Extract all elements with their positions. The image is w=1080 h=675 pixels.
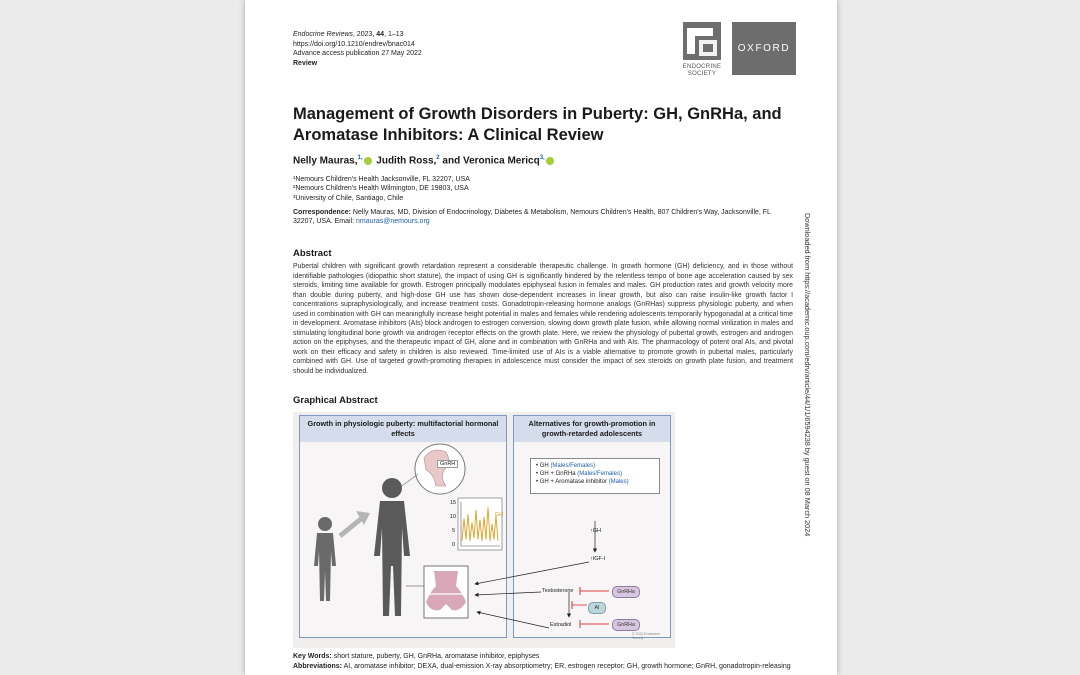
treatment-options	[530, 458, 660, 494]
oxford-logo: OXFORD	[732, 22, 796, 75]
gh-pulse-chart	[458, 498, 502, 550]
orcid-icon[interactable]	[546, 157, 554, 165]
y-tick-label: 0	[452, 542, 456, 548]
affiliation: ³University of Chile, Santiago, Chile	[293, 194, 404, 202]
download-watermark: Downloaded from https://academic.oup.com/edrv/article/44/1/1/6594238 by guest on 08 March 2024	[803, 213, 812, 537]
affiliations	[293, 175, 470, 203]
physiologic-puberty-panel	[299, 415, 507, 638]
journal-metadata: Endocrine Reviews, 2023, 44, 1–13 https://doi.org/10.1210/endrev/bnac014 Advance access publication 27 May 2022 Review	[293, 31, 422, 67]
gh-series-label: GH	[495, 512, 504, 518]
y-tick-label: 5	[452, 528, 456, 534]
abbreviations-text: AI, aromatase inhibitor; DEXA, dual-emission X-ray absorptiometry; ER, estrogen receptor; GH, growth hormone; GnRH, gonadotropin-releasing	[343, 662, 791, 670]
author-name: and Veronica Mericq	[442, 155, 540, 167]
keywords-text: short stature, puberty, GH, GnRHa, aromatase inhibitor, epiphyses	[333, 653, 540, 660]
y-tick-label: 10	[450, 514, 457, 520]
graphical-abstract-figure	[293, 412, 675, 648]
affiliation: ¹Nemours Children's Health Jacksonville, FL 32207, USA	[293, 176, 470, 183]
advance-access-date: Advance access publication 27 May 2022	[293, 50, 422, 58]
keywords-section: Key Words: short stature, puberty, GH, GnRHa, aromatase inhibitor, epiphyses Abbreviations: AI, aromatase inhibitor; DEXA, dual-emission X-ray absorptiometry; ER, estrogen receptor; GH, growth hormone; GnRH, gonadotropin-releasing	[293, 653, 791, 670]
author-name: Nelly Mauras,	[293, 155, 358, 167]
growth-promotion-panel	[513, 415, 671, 638]
article-type: Review	[293, 59, 318, 67]
journal-name: Endocrine Reviews	[293, 31, 353, 38]
abstract-text: Pubertal children with significant growth retardation represent a considerable therapeutic challenge. In growth hormone (GH) deficiency, and in those without identifiable pathologies (idiopathic short stature), the impact of using GH is significantly hindered by the relentless tempo of bone age acceleration caused by sex steroids, limiting time available for growth. Estrogen principally modulates epiphyseal fusion in females and males. GH production rates and growth velocity more than double during puberty, and high-dose GH use has shown dose-dependent increases in linear growth, but also can raise insulin-like growth factor I concentrations supraphysiologically, and increase treatment costs. Gonadotropin-releasing hormone analogs (GnRHas) suppress physiologic puberty, and when used in combination with GH can meaningfully increase height potential in males and females while rendering adolescents temporarily hypogonadal at a critical time in development. Aromatase inhibitors (AIs) block androgen to estrogen conversion, slowing down growth plate fusion, while allowing normal virilization in males and stimulating longitudinal bone growth via androgen receptor effects on the growth plate. Here, we review the physiology of pubertal growth, estrogen and androgen action on the epiphyses, and the therapeutic impact of GH, alone and in combination with GnRHa and with AIs. The pharmacology of potent oral AIs, and pivotal work on their efficacy and safety in children is also reviewed. Time-limited use of AIs is a viable alternative to promote growth in pubertal males, particularly combined with GH. Use of targeted growth-promoting therapies in adolescence must consider the impact of sex steroids on growth plate fusion, and treatment should be individualized.	[293, 263, 793, 376]
gh-increase-label: ↑GH	[590, 528, 601, 534]
estradiol-label: Estradiol	[550, 622, 572, 628]
panel-title: Growth in physiologic puberty: multifactorial hormonal effects	[300, 416, 506, 442]
journal-volume: 44	[376, 31, 385, 38]
treatment-option: • GH + GnRHa (Males/Females)	[536, 471, 622, 477]
graphical-abstract-heading: Graphical Abstract	[293, 395, 378, 406]
article-page	[245, 0, 837, 675]
ai-pill: AI	[588, 602, 606, 614]
correspondence: Correspondence: Nelly Mauras, MD, Division of Endocrinology, Diabetes & Metabolism, Nemours Children's Health, 807 Children's Way, Jacksonville, FL 32207, USA. Email: nmauras@nemours.org	[293, 209, 771, 225]
treatment-option: • GH + Aromatase inhibitor (Males)	[536, 479, 629, 485]
igf1-increase-label: ↑IGF-I	[590, 556, 606, 562]
adult-silhouette	[374, 478, 410, 616]
treatment-option: • GH (Males/Females)	[536, 463, 596, 469]
y-tick-label: 15	[450, 500, 457, 506]
affiliation: ²Nemours Children's Health Wilmington, DE 19803, USA	[293, 185, 469, 193]
doi-link[interactable]: https://doi.org/10.1210/endrev/bnac014	[293, 40, 415, 48]
orcid-icon[interactable]	[364, 157, 372, 165]
figure-copyright: © 2022 Endocrine Society	[632, 632, 661, 640]
author-list: Nelly Mauras,$^{1,}$ Judith Ross,$^2$ and Veronica Mericq$^{3,}$	[293, 155, 556, 166]
abstract-heading: Abstract	[293, 248, 332, 259]
testosterone-label: Testosterone	[542, 588, 574, 594]
child-silhouette	[314, 517, 336, 601]
email-link[interactable]: nmauras@nemours.org	[356, 218, 430, 225]
panel-title: Alternatives for growth-promotion in growth-retarded adolescents	[514, 416, 670, 442]
endocrine-society-logo-text: ENDOCRINE SOCIETY	[682, 64, 722, 77]
gnrha-pill: GnRHa	[612, 586, 640, 598]
article-title: Management of Growth Disorders in Puberty: GH, GnRHa, and Aromatase Inhibitors: A Clinical Review	[293, 105, 782, 144]
endocrine-society-logo	[683, 22, 721, 60]
gh-pulse-line	[462, 507, 498, 541]
gnrh-label: GnRH	[437, 460, 458, 468]
author-name: Judith Ross,	[376, 155, 437, 167]
gnrha-pill: GnRHa	[612, 619, 640, 631]
